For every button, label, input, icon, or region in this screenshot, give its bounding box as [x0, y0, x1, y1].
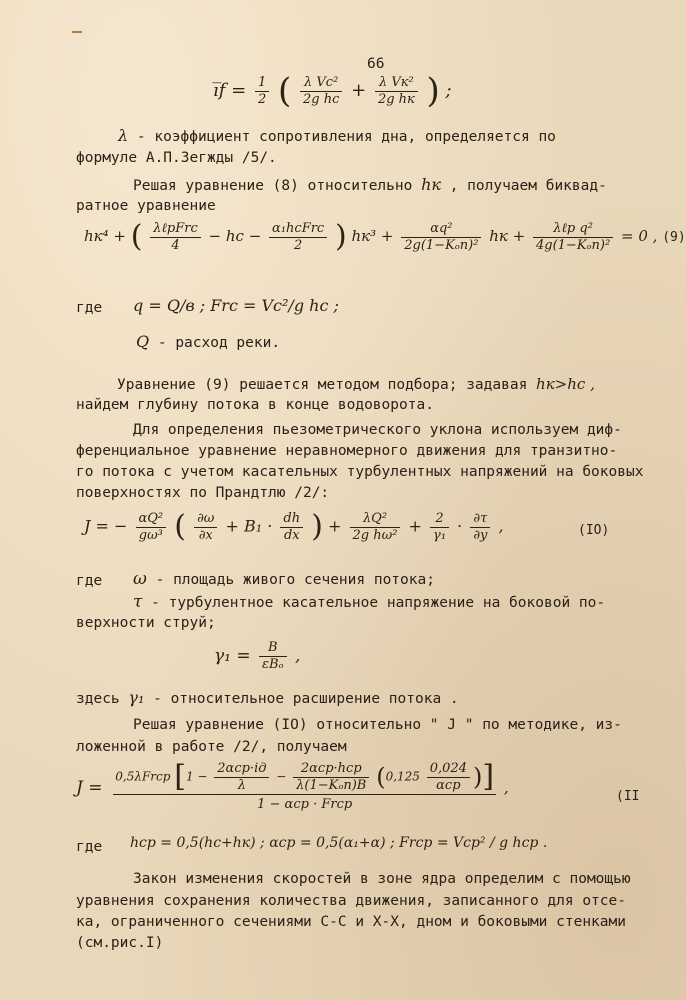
equation-j: J = 0,5λFrср [1 − $\frac{\text{2αср·iд}}{\lambda}$ − $\frac{\text{2αср·hср}}{\text{λ(1−Kₒn)B}}$ (0,125 $\frac{0,024}{\text{αср}}$ )] 1 − αср · Frср ,	[76, 759, 509, 812]
piezo-line-4: поверхностях по Прандтлю /2/:	[76, 485, 330, 501]
solve10-line-2: ложенной в работе /2/, получаем	[76, 739, 347, 755]
formula-if-lhs: i̅f =	[213, 80, 247, 101]
law-line-1: Закон изменения скоростей в зоне ядра определим с помощью	[133, 871, 631, 887]
page-number: 66	[367, 56, 385, 72]
piezo-line-2: ференциальное уравнение неравномерного движения для транзитно-	[76, 443, 618, 459]
where-1-label: где	[76, 300, 103, 316]
piezo-line-3: го потока с учетом касательных турбулентных напряжений на боковых	[76, 464, 644, 480]
equation-9-tag: (9)	[662, 230, 686, 245]
eq9-solve-line: Уравнение (9) решается методом подбора; задавая hк>hc ,	[117, 375, 595, 393]
page-mark	[72, 31, 82, 33]
piezo-line-1: Для определения пьезометрического уклона используем диф-	[133, 422, 622, 438]
q-line: Q - расход реки.	[136, 332, 281, 351]
omega-line: ω - площадь живого сечения потока;	[133, 569, 435, 589]
where-3-label: где	[76, 839, 103, 855]
equation-j-tag: (II	[616, 789, 640, 804]
tau-line: τ - турбулентное касательное напряжение на боковой по-	[133, 592, 606, 612]
law-line-4: (см.рис.I)	[76, 935, 164, 951]
formula-if-half: $\frac{1}{2}$	[255, 75, 269, 108]
solve8-line-2: ратное уравнение	[76, 198, 216, 214]
gamma-equation: γ₁ = $\frac{B}{\text{εBₒ}}$ ,	[214, 640, 301, 672]
solve8-line: Решая уравнение (8) относительно hк , получаем биквад-	[133, 175, 607, 194]
eq9-solve-line-2: найдем глубину потока в конце водоворота.	[76, 397, 434, 413]
equation-10-tag: (IO)	[578, 523, 610, 538]
where-2-label: где	[76, 573, 103, 589]
where-1-eq: q = Q/в ; Frc = Vc²/g hc ;	[133, 296, 339, 315]
lambda-line	[118, 127, 556, 146]
formula-if-term2: $\frac{\text{λ Vк²}}{\text{2g hк}}$	[375, 75, 418, 108]
lambda-desc-2: формуле А.П.Зегжды /5/.	[76, 150, 277, 166]
formula-if-term1: $\frac{\text{λ Vc²}}{\text{2g hc}}$	[300, 75, 342, 108]
equation-9: hк⁴ + ( $\frac{\text{λℓрFrc}}{4}$ − hc − $\frac{\text{α₁hcFrc}}{2}$ ) hк³ + $\frac{\text{αq²}}{\text{2g(1−Kₒn)²}}$ hк + $\frac{\text{λℓр q²}}{\text{4g(1−Kₒn)²}}$ = 0 , (9)	[84, 219, 686, 254]
lambda-desc: - коэффициент сопротивления дна, определяется по	[136, 129, 556, 145]
law-line-3: ка, ограниченного сечениями С-С и Х-Х, дном и боковыми стенками	[76, 914, 626, 930]
where-3-eq: hср = 0,5(hc+hк) ; αср = 0,5(α₁+α) ; Frср = Vср² / g hср .	[130, 835, 548, 851]
formula-if: i̅f = $\frac{1}{2}$ ( $\frac{\text{λ Vc²}}{\text{2g hc}}$ + $\frac{\text{λ Vк²}}{\text{2g hк}}$ ) ;	[213, 71, 452, 111]
tau-line-2: верхности струй;	[76, 615, 216, 631]
law-line-2: уравнения сохранения количества движения, записанного для отсе-	[76, 893, 626, 909]
equation-10: J = − $\frac{\text{αQ²}}{\text{gω³}}$ ( $\frac{\partial\omega}{\partial x}$ + B₁ · $\frac{dh}{dx}$ ) + $\frac{\text{λQ²}}{\text{2g hω²}}$ + $\frac{2}{\text{γ₁}}$ · $\frac{\partial\tau}{\partial y}$ ,	[84, 509, 504, 544]
here-line: здесь γ₁ - относительное расширение потока .	[76, 688, 459, 707]
solve10-line: Решая уравнение (IO) относительно " J " по методике, из-	[133, 717, 622, 733]
lambda-symbol: λ	[118, 126, 129, 145]
